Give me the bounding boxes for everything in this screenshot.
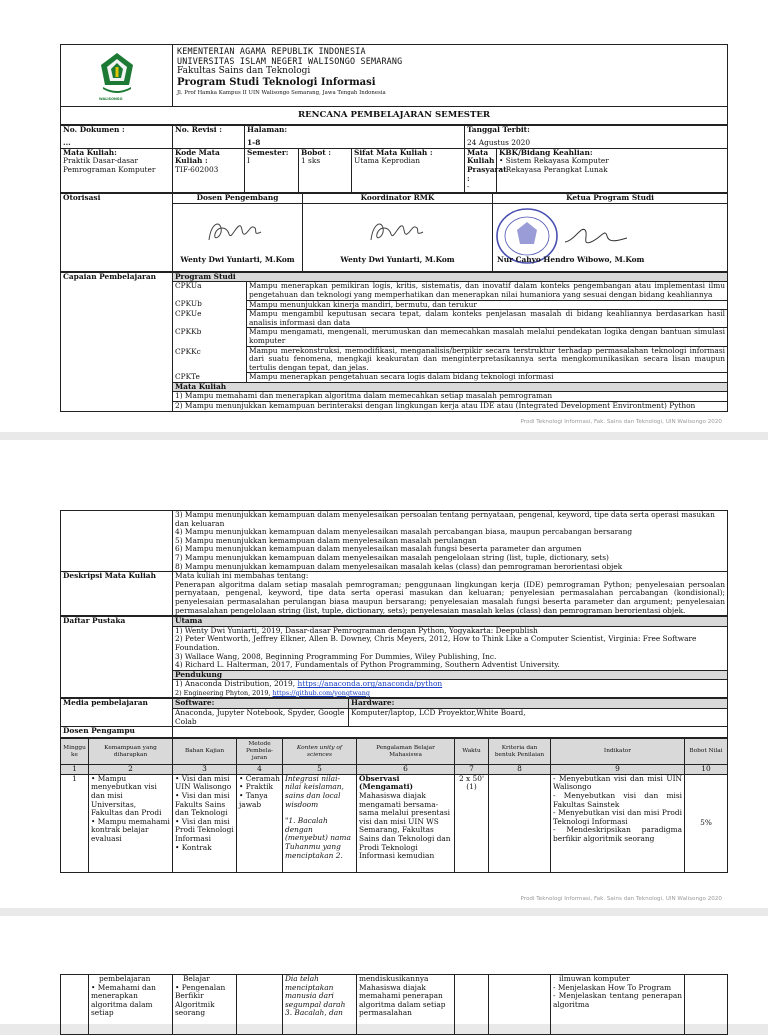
dosen-pengembang-label: Dosen Pengembang xyxy=(173,193,303,203)
col-number: 3 xyxy=(173,765,237,775)
kbk-item: • Sistem Rekayasa Komputer xyxy=(499,157,725,166)
list-item: - Menyebutkan visi dan misi Fakultas Sainstek xyxy=(553,792,682,809)
cp-text: Mampu menerapkan pengetahuan secara logis dalam bidang teknologi informasi xyxy=(247,373,728,383)
col-number: 4 xyxy=(237,765,283,775)
software-label: Software: xyxy=(173,699,349,709)
pengalaman-cont: mendiskusikannya Mahasiswa diajak memahami penerapan algoritma dalam setiap permasalahan xyxy=(357,975,455,1035)
col-header-kemampuan: Kemampuan yang diharapkan xyxy=(89,739,173,765)
rps-weekly-table xyxy=(60,738,728,873)
cp-text: Mampu mengambil keputusan secara tepat, dalam konteks penjelasan masalah di bidang keahliannya berdasarkan hasil analisis informasi dan data xyxy=(247,310,728,328)
list-item: - Mendeskripsikan paradigma berfikir algoritmik seorang xyxy=(553,826,682,843)
signature-kaprodi-icon xyxy=(561,222,631,252)
media-label: Media pembelajaran xyxy=(61,699,173,727)
page-2 xyxy=(0,440,768,908)
konten-text: Integrasi nilai-nilai keislaman, sains dan local wisdoom xyxy=(285,773,344,809)
prasyarat-label: Mata Kuliah Prasyarat : xyxy=(467,147,507,183)
cp-text: Mampu menerapkan pemikiran logis, kritis, sistematis, dan inovatif dalam konteks pengembangan atau implementasi ilmu pengetahuan dan teknologi yang memperhatikan dan menerapkan nilai humaniora yang sesuai dengan bidang keahliannya xyxy=(247,282,728,300)
col-number: 2 xyxy=(89,765,173,775)
list-item: • Praktik xyxy=(239,783,280,792)
github-link[interactable]: https://github.com/yongtwang xyxy=(272,688,370,697)
deskripsi-text: Penerapan algoritma dalam setiap masalah pemrograman; penggunaan lingkungan kerja (IDE) pemrograman Python; penyelesaian persoalan pernyataan, pengenal, keyword, tipe data serta operasi masukan dan keluaran; penyelesian permasalahan percabangan (kondisional); penyelesaian permasalahan perulangan biasa maupun bersarang; penyelesaian masalah fungsi beserta parameter dan argument; penyelesaian permasalahan pengelolaan string (list, tuple, dictionary, sets); penyelesaian masalah kelas (class) dan pemrograman berorientasi objek. xyxy=(175,579,725,615)
pustaka-table xyxy=(60,616,728,698)
konten-quote: "1. Bacalah dengan (menyebut) nama Tuhanmu yang menciptakan 2. xyxy=(285,816,351,860)
cp-code: CPKKc xyxy=(173,346,247,373)
pustaka-item: 3) Wallace Wang, 2008, Beginning Programming For Dummies, Wiley Publishing, Inc. xyxy=(175,651,497,661)
indikator-cont-top: ilmuwan komputer xyxy=(559,974,630,983)
kriteria-value xyxy=(489,774,551,872)
col-header-minggu: Minggu ke xyxy=(61,739,89,765)
kode-label: Kode Mata Kuliah : xyxy=(175,147,220,166)
page-footer: Prodi Teknologi Informasi, Fak. Sains dan Teknologi, UIN Walisongo 2020 xyxy=(520,896,722,902)
cp-code: CPKUe xyxy=(173,310,247,328)
kaprodi-name: Nur Cahyo Hendro Wibowo, M.Kom xyxy=(497,255,645,265)
col-header-pengalaman: Pengalaman Belajar Mahasiswa xyxy=(357,739,455,765)
list-item: • Pengenalan Berfikir Algoritmik seorang xyxy=(175,984,234,1018)
metode-list xyxy=(239,775,280,809)
col-header-konten: Konten unity of sciences xyxy=(283,739,357,765)
pendukung-text: 1) Anaconda Distribution, 2019, xyxy=(175,679,298,689)
sifat-label: Sifat Mata Kuliah : xyxy=(354,147,433,157)
faculty-name: Fakultas Sains dan Teknologi xyxy=(177,66,311,76)
list-item: • Visi dan misi UIN Walisongo xyxy=(175,775,234,792)
list-item: • Ceramah xyxy=(239,775,280,784)
document-title: RENCANA PEMBELAJARAN SEMESTER xyxy=(61,107,728,125)
capaian-table xyxy=(60,272,728,412)
col-header-bahan: Bahan Kajian xyxy=(173,739,237,765)
cpmk-item: 5) Mampu menunjukkan kemampuan dalam menyelesaikan masalah perulangan xyxy=(175,535,477,545)
ketua-prodi-label: Ketua Program Studi xyxy=(493,193,728,203)
koordinator-rmk-label: Koordinator RMK xyxy=(303,193,493,203)
deskripsi-intro: Mata kuliah ini membahas tentang: xyxy=(175,571,309,581)
prasyarat-value: - xyxy=(467,182,470,192)
list-item: - Menjelaskan How To Program xyxy=(553,984,682,993)
list-item: • Visi dan misi Fakults Sains dan Teknologi xyxy=(175,792,234,818)
bobot-value: 1 sks xyxy=(301,156,321,166)
halaman-value: 1-8 xyxy=(247,138,261,148)
col-header-bobot: Bobot Nilai xyxy=(685,739,728,765)
list-item: • Mampu menyebutkan visi dan misi Universitas, Fakultas dan Prodi xyxy=(91,775,170,818)
list-item: • Visi dan misi Prodi Teknologi Informasi xyxy=(175,818,234,844)
col-header-waktu: Waktu xyxy=(455,739,489,765)
kemampuan-cont-top: pembelajaran xyxy=(99,974,151,983)
mk-label: Mata Kuliah: xyxy=(63,147,117,157)
col-header-indikator: Indikator xyxy=(551,739,685,765)
bahan-list xyxy=(175,775,234,852)
cp-text: Mampu merekonstruksi, memodifikasi, menganalisis/berpikir secara terstruktur terhadap permasalahan teknologi informasi dari suatu fenomena, mengkaji keakuratan dan menginterpretasikannya serta mengkomunikasikan secara lisan maupun tertulis dengan tepat, dan jelas. xyxy=(247,346,728,373)
pendukung-item xyxy=(175,689,725,698)
signature-dosen-icon xyxy=(201,214,271,248)
utama-label: Utama xyxy=(173,617,728,627)
otorisasi-label: Otorisasi xyxy=(61,193,173,203)
bahan-cont-list xyxy=(175,984,234,1018)
hardware-value: Komputer/laptop, LCD Proyektor,White Board, xyxy=(349,709,728,727)
pendukung-item xyxy=(175,680,725,689)
tanggal-value: 24 Agustus 2020 xyxy=(467,138,531,148)
waktu-value: 2 x 50' (1) xyxy=(455,774,489,872)
cp-text: Mampu menunjukkan kinerja mandiri, bermutu, dan terukur xyxy=(247,300,728,310)
mk-value: Praktik Dasar-dasar Pemrograman Komputer xyxy=(63,156,156,174)
list-item: • Kontrak xyxy=(175,844,234,853)
kemampuan-cont-list xyxy=(91,984,170,1018)
software-value: Anaconda, Jupyter Notebook, Spyder, Google Colab xyxy=(173,709,349,727)
dosen-name: Wenty Dwi Yuniarti, M.Kom xyxy=(180,255,295,265)
ministry-name: KEMENTERIAN AGAMA REPUBLIK INDONESIA xyxy=(177,46,366,56)
cpmk-item: 8) Mampu menunjukkan kemampuan dalam menyelesaikan masalah kelas (class) dan pemrograman berorientasi objek xyxy=(175,561,623,571)
bobot-label: Bobot : xyxy=(301,147,331,157)
header-table xyxy=(60,44,728,125)
dosen-pengampu-label: Dosen Pengampu xyxy=(61,727,173,738)
signature-rmk-icon xyxy=(363,214,433,248)
col-number: 10 xyxy=(685,765,728,775)
table-row xyxy=(61,975,728,1035)
kemampuan-list xyxy=(91,775,170,844)
table-row xyxy=(61,774,728,872)
cp-code: CPKTe xyxy=(173,373,247,383)
col-header-metode: Metode Pembela-jaran xyxy=(237,739,283,765)
rmk-name: Wenty Dwi Yuniarti, M.Kom xyxy=(340,255,455,265)
otorisasi-table xyxy=(60,193,728,272)
col-number: 5 xyxy=(283,765,357,775)
semester-label: Semester: xyxy=(247,147,289,157)
semester-value: I xyxy=(247,156,250,166)
logo-text: WALISONGO xyxy=(99,97,123,101)
bahan-cont-top: Belajar xyxy=(183,974,210,983)
konten-cont: Dia telah menciptakan manusia dari segumpal darah 3. Bacalah, dan xyxy=(283,975,357,1035)
col-number: 8 xyxy=(489,765,551,775)
bobot-value: 5% xyxy=(685,774,728,872)
cp-code: CPKKb xyxy=(173,328,247,346)
cpmk-item: 1) Mampu memahami dan menerapkan algoritma dalam memecahkan setiap masalah pemrograman xyxy=(173,392,728,402)
kbk-item: • Rekayasa Perangkat Lunak xyxy=(499,166,725,175)
cp-code: CPKUa xyxy=(173,282,247,300)
pendukung-label: Pendukung xyxy=(173,670,728,680)
capaian-label: Capaian Pembelajaran xyxy=(61,272,173,411)
document-info-table xyxy=(60,125,728,193)
cp-text: Mampu mengamati, mengenali, merumuskan dan memecahkan masalah melalui pendekatan logika dengan bantuan simulasi komputer xyxy=(247,328,728,346)
cpmk-item: 7) Mampu menunjukkan kemampuan dalam menyelesaikan masalah pengelolaan string (list, tuple, dictionary, sets) xyxy=(175,552,609,562)
pustaka-label: Daftar Pustaka xyxy=(61,617,173,698)
cp-code: CPKUb xyxy=(173,300,247,310)
list-item: • Tanya jawab xyxy=(239,792,280,809)
cpmk-continued-table xyxy=(60,510,728,616)
col-number: 6 xyxy=(357,765,455,775)
pendukung-text: 2) Engineering Phyton, 2019, xyxy=(175,688,273,697)
cpmk-item: 2) Mampu menunjukkan kemampuan berinteraksi dengan lingkungan kerja atau IDE atau (Integrated Development Environtment) Python xyxy=(173,402,728,412)
pengalaman-title: Observasi (Mengamati) xyxy=(359,773,414,792)
no-revisi-label: No. Revisi : xyxy=(175,124,222,134)
list-item: - Menjelaskan tentang penerapan algoritma xyxy=(553,992,682,1009)
col-number: 9 xyxy=(551,765,685,775)
uin-walisongo-logo xyxy=(97,51,137,97)
col-number: 1 xyxy=(61,765,89,775)
rps-weekly-table-continued xyxy=(60,974,728,1035)
program-studi-label: Program Studi xyxy=(173,272,728,282)
university-name: UNIVERSITAS ISLAM NEGERI WALISONGO SEMARANG xyxy=(177,56,403,66)
media-table xyxy=(60,698,728,738)
page-1 xyxy=(0,0,768,432)
address: Jl. Prof Hamka Kampus II UIN Walisongo Semarang, Jawa Tengah Indonesia xyxy=(177,90,386,96)
sifat-value: Utama Keprodian xyxy=(354,156,421,166)
no-dokumen-value: ... xyxy=(63,138,71,148)
list-item: • Mampu memahami kontrak belajar evaluasi xyxy=(91,818,170,844)
list-item: - Menyebutkan visi dan misi Prodi Teknologi Informasi xyxy=(553,809,682,826)
list-item: - Menyebutkan visi dan misi UIN Walisongo xyxy=(553,775,682,792)
cpmk-item: 3) Mampu menunjukkan kemampuan dalam menyelesaikan persoalan tentang pernyataan, pengenal, keyword, tipe data serta operasi masukan dan keluaran xyxy=(175,510,715,528)
indikator-cont-list xyxy=(553,984,682,1010)
pustaka-item: 1) Wenty Dwi Yuniarti, 2019, Dasar-dasar Pemrograman dengan Python, Yogyakarta: Deepublish xyxy=(175,625,538,635)
col-number: 7 xyxy=(455,765,489,775)
page-3 xyxy=(0,916,768,1024)
kbk-list xyxy=(499,157,725,174)
col-header-kriteria: Kriteria dan bentuk Penilaian xyxy=(489,739,551,765)
cpmk-item: 6) Mampu menunjukkan kemampuan dalam menyelesaikan masalah fungsi beserta parameter dan argumen xyxy=(175,544,582,554)
logo-cell xyxy=(61,45,173,107)
kbk-label: KBK/Bidang Keahlian: xyxy=(499,147,593,157)
cpmk-item: 4) Mampu menunjukkan kemampuan dalam menyelesaikan masalah percabangan biasa, maupun percabangan bersarang xyxy=(175,527,633,537)
anaconda-link[interactable]: https://anaconda.org/anaconda/python xyxy=(297,679,443,689)
halaman-label: Halaman: xyxy=(247,124,288,134)
program-name: Program Studi Teknologi Informasi xyxy=(177,77,376,88)
minggu-value: 1 xyxy=(61,774,89,872)
pustaka-item: 2) Peter Wentworth, Jeffrey Elkner, Allen B. Downey, Chris Meyers, 2012, How to Think Like a Computer Scientist, Virginia: Free Software Foundation. xyxy=(175,634,697,652)
no-dokumen-label: No. Dokumen : xyxy=(63,124,125,134)
kode-value: TIF-602003 xyxy=(175,164,219,174)
tanggal-label: Tanggal Terbit: xyxy=(467,124,530,134)
pengalaman-text: Mahasiswa diajak mengamati bersama-sama melalui presentasi visi dan misi UIN WS Semarang, Fakultas Sains dan Teknologi dan Prodi Teknologi Informasi kemudian xyxy=(359,791,451,861)
hardware-label: Hardware: xyxy=(349,699,728,709)
mata-kuliah-label: Mata Kuliah xyxy=(173,382,728,392)
deskripsi-label: Deskripsi Mata Kuliah xyxy=(61,572,173,616)
indikator-list xyxy=(553,775,682,844)
pustaka-item: 4) Richard L. Halterman, 2017, Fundamentals of Python Programming, Southern Adventist University. xyxy=(175,660,560,670)
page-footer: Prodi Teknologi Informasi, Fak. Sains dan Teknologi, UIN Walisongo 2020 xyxy=(520,419,722,425)
list-item: • Memahami dan menerapkan algoritma dalam setiap xyxy=(91,984,170,1018)
